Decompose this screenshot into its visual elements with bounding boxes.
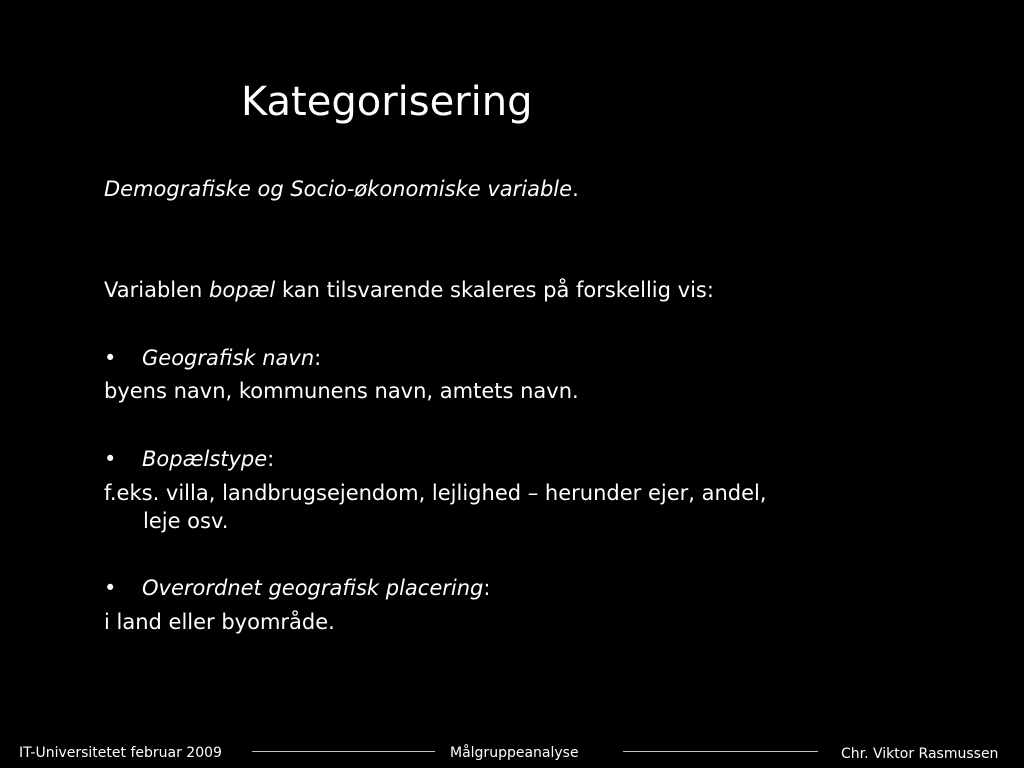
list-item-heading	[104, 343, 321, 373]
footer-divider-left	[252, 751, 435, 752]
item-colon: :	[483, 576, 491, 600]
bullet-icon: •	[104, 576, 117, 600]
bullet-icon: •	[104, 346, 117, 370]
slide-footer	[0, 738, 1024, 768]
footer-right-text: Chr. Viktor Rasmussen	[841, 746, 999, 762]
item-heading: Overordnet geografisk placering	[142, 576, 484, 600]
footer-left-text: IT-Universitetet februar 2009	[19, 745, 222, 761]
footer-center-text: Målgruppeanalyse	[450, 745, 579, 761]
intro-prefix: Variablen	[104, 278, 210, 302]
intro-suffix: kan tilsvarende skaleres på forskellig vis:	[275, 278, 714, 302]
list-item-heading	[104, 573, 490, 603]
subtitle-italic: Demografiske og Socio-økonomiske variable	[104, 177, 573, 201]
slide-title: Kategorisering	[241, 79, 533, 125]
list-item-body: f.eks. villa, landbrugsejendom, lejlighed – herunder ejer, andel,	[104, 481, 767, 505]
intro-italic-word: bopæl	[209, 278, 276, 302]
bullet-icon: •	[104, 447, 117, 471]
subtitle-line	[104, 174, 579, 204]
list-item-body: byens navn, kommunens navn, amtets navn.	[104, 379, 579, 403]
item-colon: :	[314, 346, 322, 370]
item-heading: Geografisk navn	[142, 346, 315, 370]
list-item-body: i land eller byområde.	[104, 610, 335, 634]
item-heading: Bopælstype	[142, 447, 268, 471]
list-item-heading	[104, 444, 274, 474]
item-colon: :	[267, 447, 275, 471]
footer-divider-right	[623, 751, 818, 752]
subtitle-suffix: .	[572, 177, 579, 201]
intro-line	[104, 275, 714, 305]
list-item-body-continuation: leje osv.	[143, 509, 229, 533]
